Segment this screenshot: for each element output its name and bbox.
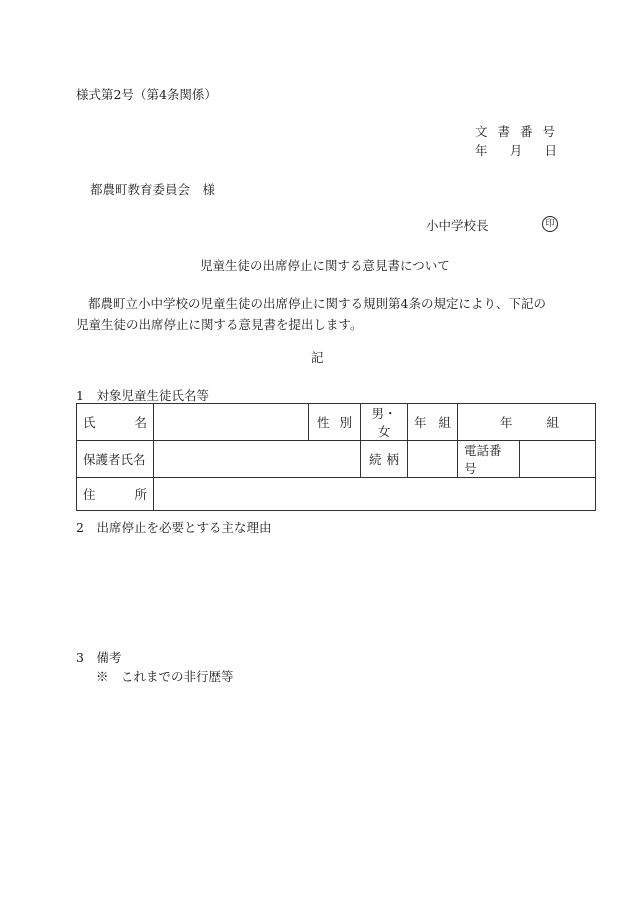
relation-label-cell: 続 柄 — [361, 441, 408, 478]
date-line — [475, 141, 557, 159]
date-day: 日 — [544, 143, 557, 158]
student-info-table — [76, 403, 596, 511]
document-title: 児童生徒の出席停止に関する意見書について — [200, 258, 450, 273]
table-row — [77, 441, 596, 478]
addressee: 都農町教育委員会 様 — [90, 182, 216, 197]
section-1-heading: 1 対象児童生徒氏名等 — [76, 388, 209, 403]
name-value-cell[interactable] — [154, 404, 309, 441]
section-2-heading: 2 出席停止を必要とする主な理由 — [76, 520, 272, 535]
address-value-cell[interactable] — [154, 478, 596, 511]
phone-value-cell[interactable] — [520, 441, 596, 478]
grade-label-cell: 年 組 — [408, 404, 458, 441]
section-3-heading: 3 備考 — [76, 650, 122, 665]
address-label-cell: 住 所 — [77, 478, 154, 511]
body-paragraph: 都農町立小中学校の児童生徒の出席停止に関する規則第4条の規定により、下記の児童生徒の出席停止に関する意見書を提出します。 — [76, 296, 546, 332]
sex-label-cell: 性 別 — [309, 404, 361, 441]
guardian-label-cell: 保護者氏名 — [77, 441, 154, 478]
grade-value-cell[interactable]: 年 組 — [458, 404, 596, 441]
document-number-label: 文書番号 — [475, 124, 566, 139]
date-month: 月 — [509, 143, 523, 158]
table-row — [77, 478, 596, 511]
table-row — [77, 404, 596, 441]
seal-mark: 印 — [542, 216, 558, 232]
sex-value-cell[interactable]: 男・女 — [361, 404, 408, 441]
ki-heading: 記 — [311, 350, 324, 365]
relation-value-cell[interactable] — [408, 441, 458, 478]
name-label-cell: 氏 名 — [77, 404, 154, 441]
phone-label-cell: 電話番号 — [458, 441, 520, 478]
remarks-note: ※ これまでの非行歴等 — [96, 669, 234, 684]
date-year: 年 — [475, 143, 488, 158]
sender-title: 小中学校長 — [426, 218, 489, 233]
form-number: 様式第2号（第4条関係） — [76, 87, 217, 102]
guardian-value-cell[interactable] — [154, 441, 361, 478]
